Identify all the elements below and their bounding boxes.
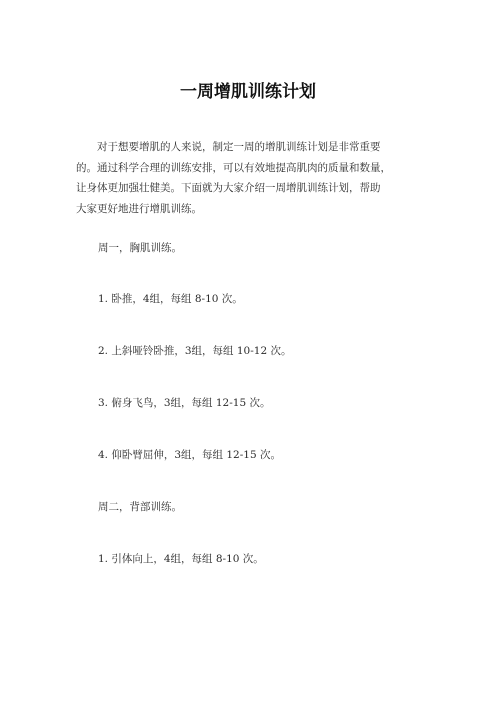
day-heading-monday: 周一，胸肌训练。 (98, 242, 182, 254)
exercise-item: 4. 仰卧臂屈伸，3组，每组 12-15 次。 (98, 449, 281, 461)
exercise-item: 3. 俯身飞鸟，3组，每组 12-15 次。 (98, 397, 271, 409)
intro-line: 的。通过科学合理的训练安排，可以有效地提高肌肉的质量和数量， (76, 161, 391, 174)
intro-line: 大家更好地进行增肌训练。 (76, 203, 202, 216)
day-heading-tuesday: 周二，背部训练。 (98, 501, 182, 513)
exercise-item: 1. 卧推，4组，每组 8-10 次。 (98, 293, 243, 305)
document-title: 一周增肌训练计划 (180, 82, 316, 102)
exercise-item: 2. 上斜哑铃卧推，3组，每组 10-12 次。 (98, 345, 292, 357)
intro-line: 对于想要增肌的人来说，制定一周的增肌训练计划是非常重要 (97, 141, 381, 153)
intro-line: 让身体更加强壮健美。下面就为大家介绍一周增肌训练计划，帮助 (76, 182, 381, 195)
exercise-item: 1. 引体向上，4组，每组 8-10 次。 (98, 553, 264, 565)
intro-paragraph (76, 137, 436, 220)
